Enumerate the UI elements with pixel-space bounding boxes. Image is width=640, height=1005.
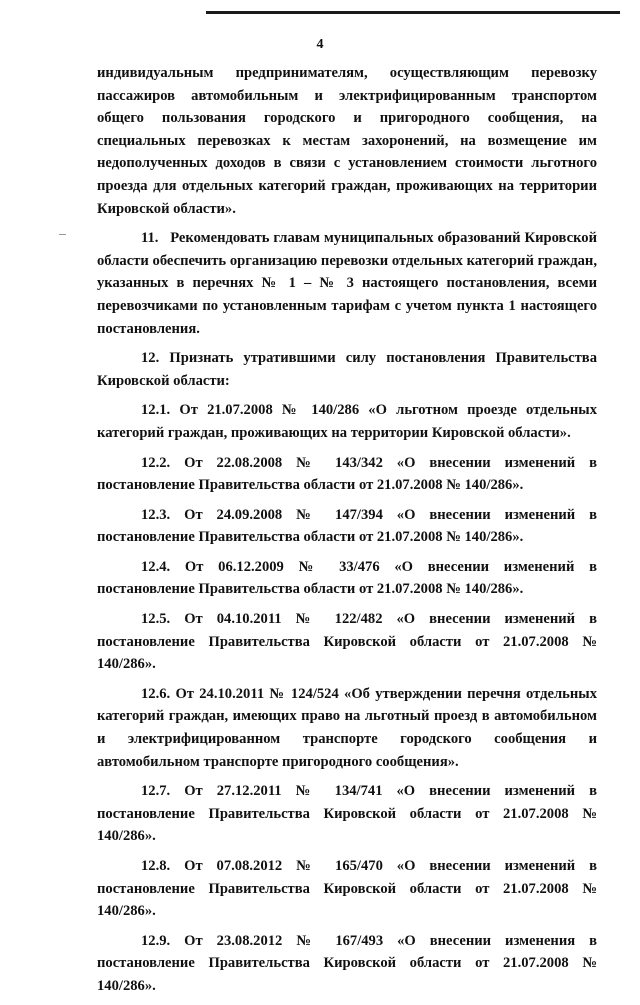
page-number: 4: [316, 37, 324, 52]
paragraph-item-12-2: 12.2. От 22.08.2008 № 143/342 «О внесении изменений в постановление Правительства области от 21.07.2008 № 140/286».: [97, 454, 597, 494]
paragraph-item-12-8: 12.8. От 07.08.2012 № 165/470 «О внесении изменений в постановление Правительства Кировской области от 21.07.2008 № 140/286».: [97, 858, 597, 920]
document-body: [97, 62, 597, 1005]
paragraph-item-12-5: 12.5. От 04.10.2011 № 122/482 «О внесении изменений в постановление Правительства Кировской области от 21.07.2008 № 140/286».: [97, 611, 597, 673]
paragraph-item-12-1: 12.1. От 21.07.2008 № 140/286 «О льготном проезде отдельных категорий граждан, проживающих на территории Кировской области».: [97, 402, 597, 441]
paragraph-item-11: 11. Рекомендовать главам муниципальных образований Кировской области обеспечить организацию перевозки отдельных категорий граждан, указанных в перечнях № 1 – № 3 настоящего постановления, всеми перевозчиками по установленным тарифам с учетом пункта 1 настоящего постановления.: [97, 230, 597, 337]
top-rule: [206, 11, 620, 14]
paragraph-item-12-9: 12.9. От 23.08.2012 № 167/493 «О внесении изменения в постановление Правительства Кировской области от 21.07.2008 № 140/286».: [97, 932, 597, 994]
paragraph-continuation: индивидуальным предпринимателям, осуществляющим перевозку пассажиров автомобильным и электрифицированным транспортом общего пользования городского и пригородного сообщения, на специальных перевозках к местам захоронений, на возмещение им недополученных доходов в связи с установлением стоимости льготного проезда для отдельных категорий граждан, проживающих на территории Кировской области».: [97, 65, 597, 217]
paragraph-item-12-3: 12.3. От 24.09.2008 № 147/394 «О внесении изменений в постановление Правительства области от 21.07.2008 № 140/286».: [97, 506, 597, 546]
paragraph-item-12-6: 12.6. От 24.10.2011 № 124/524 «Об утверждении перечня отдельных категорий граждан, имеющих право на льготный проезд в автомобильном и электрифицированном транспорте городского сообщения и автомобильном транспорте пригородного сообщения».: [97, 685, 597, 770]
paragraph-item-12: 12. Признать утратившими силу постановления Правительства Кировской области:: [97, 350, 597, 389]
paragraph-item-12-7: 12.7. От 27.12.2011 № 134/741 «О внесении изменений в постановление Правительства Кировской области от 21.07.2008 № 140/286».: [97, 783, 597, 845]
margin-mark: [59, 234, 66, 235]
paragraph-item-12-4: 12.4. От 06.12.2009 № 33/476 «О внесении изменений в постановление Правительства области от 21.07.2008 № 140/286».: [97, 558, 597, 598]
